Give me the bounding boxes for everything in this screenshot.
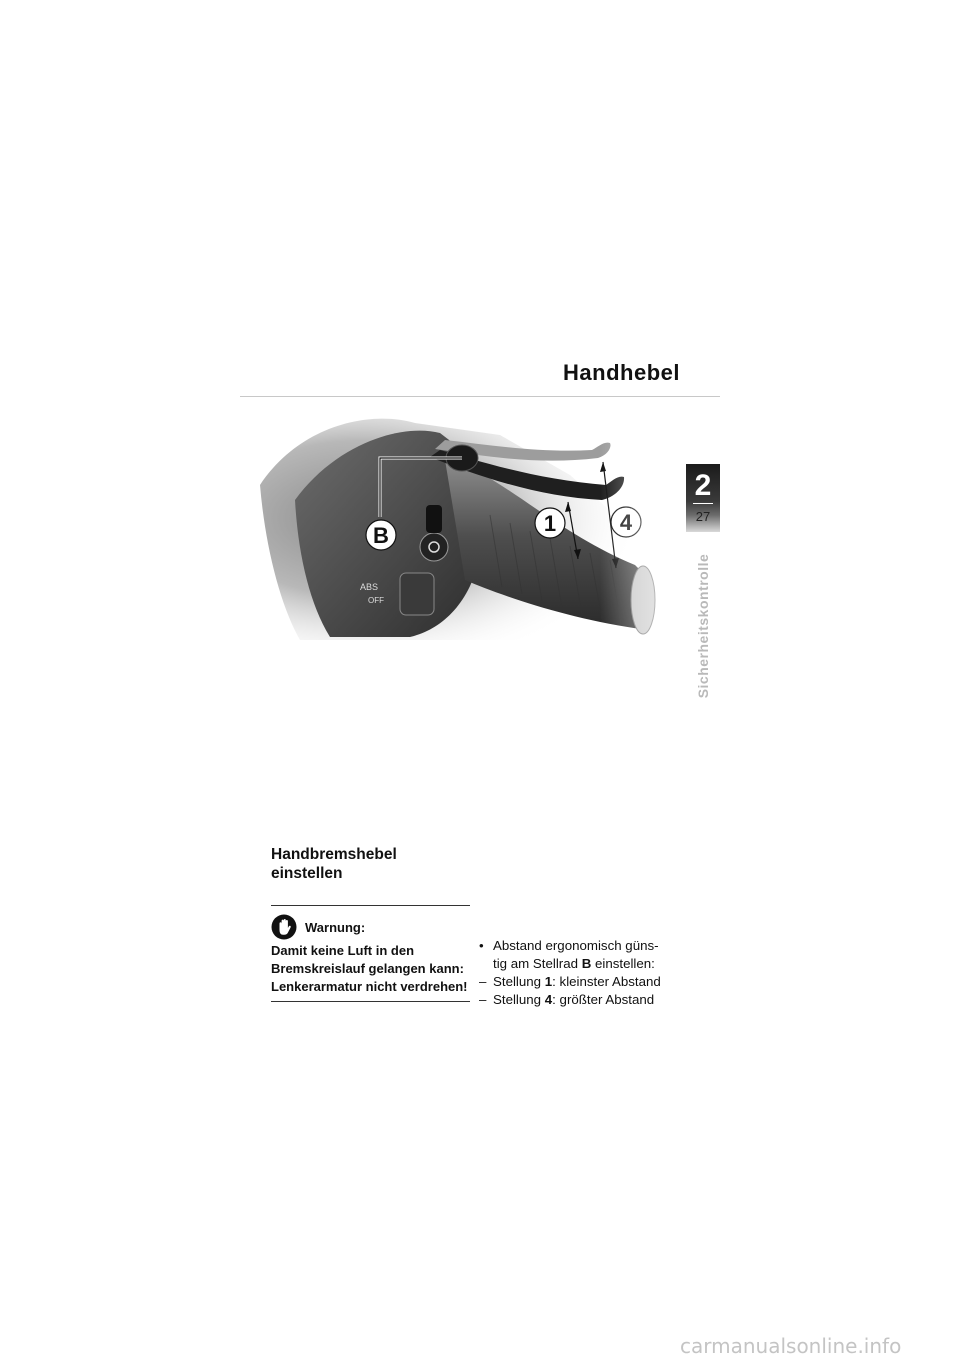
chapter-number: 2	[694, 469, 712, 502]
pos4-post: : größter Abstand	[552, 992, 655, 1007]
position-4-item	[479, 991, 679, 1009]
page-title: Handhebel	[563, 360, 680, 385]
warning-title: Warnung:	[305, 919, 366, 935]
instruction-step-continuation	[479, 955, 679, 973]
chapter-section-label: Sicherheitskontrolle	[695, 553, 711, 699]
section-heading: Handbremshebel einstellen	[271, 846, 397, 882]
pos1-post: : kleinster Abstand	[552, 974, 661, 989]
pos1-pre: Stellung	[493, 974, 545, 989]
instruction-step	[479, 937, 679, 955]
position-1-item	[479, 973, 679, 991]
handlebar-lever-figure	[240, 405, 720, 640]
position-4-reference: 4	[544, 992, 553, 1007]
warning-text: Damit keine Luft in den Bremskreislauf gelangen kann: Lenkerarmatur nicht verdrehen!	[271, 943, 468, 994]
step-text-line2-post: einstellen:	[591, 956, 655, 971]
instructions	[479, 937, 679, 1009]
chapter-tab-rule	[693, 503, 713, 504]
pos4-pre: Stellung	[493, 992, 545, 1007]
bullet-marker: •	[479, 938, 484, 953]
handlebar-illustration	[240, 405, 720, 640]
step-text-line2-pre: tig am Stellrad	[493, 956, 582, 971]
warning-header	[271, 914, 470, 940]
dash-marker: –	[479, 992, 487, 1007]
adjuster-reference: B	[581, 956, 592, 971]
stop-hand-icon	[271, 914, 297, 940]
dash-marker: –	[479, 974, 487, 989]
step-text-line1: Abstand ergonomisch güns-	[493, 938, 659, 953]
title-divider	[240, 396, 720, 397]
page-number: 27	[695, 509, 711, 524]
watermark: carmanualsonline.info	[680, 1334, 902, 1358]
figure-fade	[240, 405, 720, 640]
warning-box	[271, 905, 470, 1002]
position-1-reference: 1	[544, 974, 553, 989]
chapter-tab	[686, 464, 720, 532]
